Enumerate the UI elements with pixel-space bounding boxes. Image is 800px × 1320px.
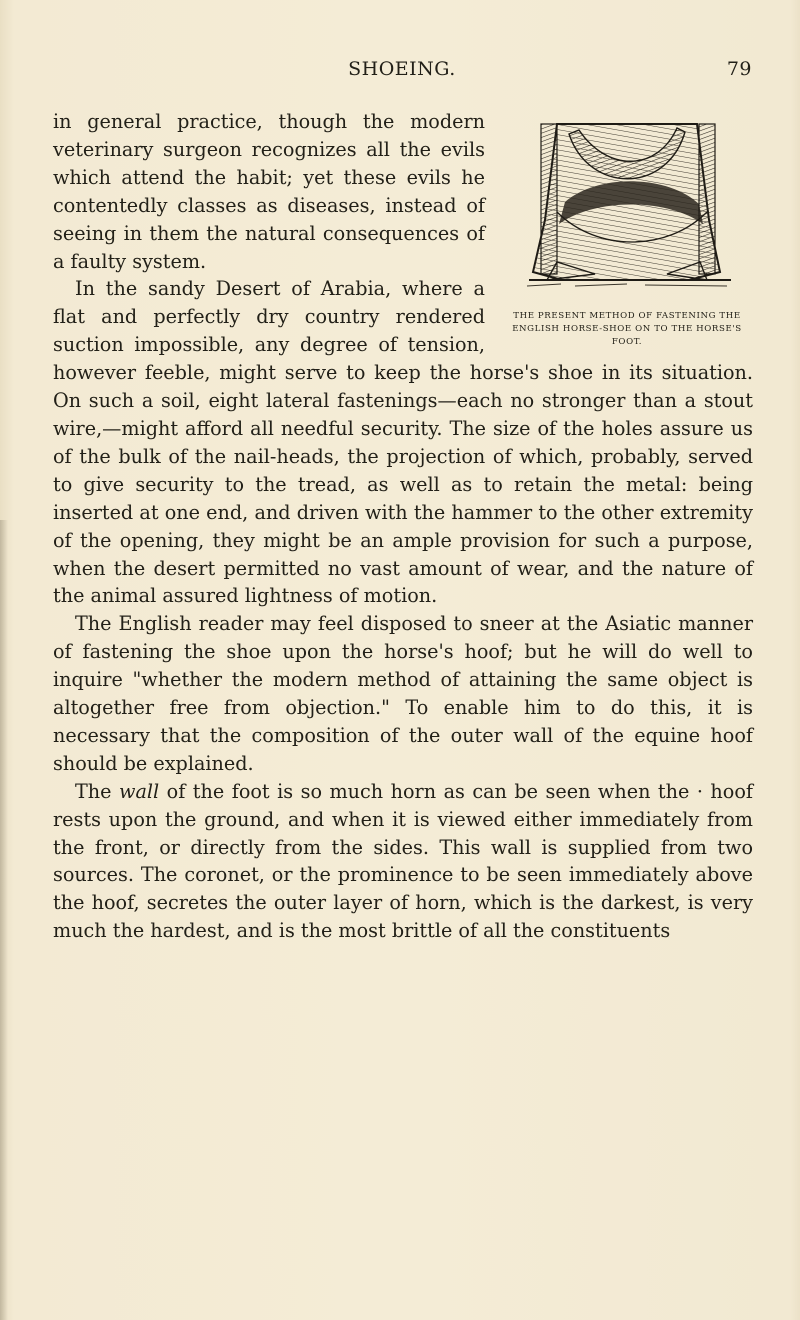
paragraph-4: [53, 778, 753, 945]
hoof-illustration: [497, 112, 757, 357]
paragraph-4-rest: of the foot is so much horn as can be seen when the · hoof rests upon the ground, and when it is viewed either immediately from the front, or directly from the sides. This wall is supplied from two sources. The coronet, or the prominence to be seen immediately above the hoof, secretes the outer layer of horn, which is the darkest, is very much the hardest, and is the most brittle of all the constituents: [53, 779, 753, 943]
figure-caption: THE PRESENT METHOD OF FASTENING THE ENGLISH HORSE-SHOE ON TO THE HORSE'S FOOT.: [512, 311, 742, 347]
body-text: [53, 108, 753, 945]
binding-shadow: [0, 520, 8, 1320]
paragraph-3: The English reader may feel disposed to sneer at the Asiatic manner of fastening the shoe upon the horse's hoof; but he will do well to inquire "whether the modern method of attaining the same object is altogether free from objection." To enable him to do this, it is necessary that the composition of the outer wall of the equine hoof should be explained.: [53, 612, 753, 775]
paragraph-1: in general practice, though the modern veterinary surgeon recognizes all the evils which attend the habit; yet these evils he contentedly classes as diseases, instead of seeing in them the natural consequences of a faulty system.: [53, 110, 485, 273]
page-header: [52, 58, 752, 88]
running-head: SHOEING.: [348, 58, 456, 80]
paragraph-4-start: The: [75, 779, 120, 803]
page-number: 79: [726, 58, 752, 80]
emphasized-word-wall: wall: [119, 779, 160, 803]
hoof-shoe-engraving: [517, 112, 742, 302]
paragraph-2: In the sandy Desert of Arabia, where a flat and perfectly dry country rendered suction impossible, any degree of tension, however feeble, might serve to keep the horse's shoe in its situation. On such a soil, eight lateral fastenings—each no stronger than a stout wire,—might afford all needful security. The size of the holes assure us of the bulk of the nail-heads, the projection of which, probably, served to give security to the tread, as well as to retain the metal: being inserted at one end, and driven with the hammer to the other extremity of the opening, they might be an ample provision for such a purpose, when the desert permitted no vast amount of wear, and the nature of the animal assured lightness of motion.: [53, 277, 753, 608]
